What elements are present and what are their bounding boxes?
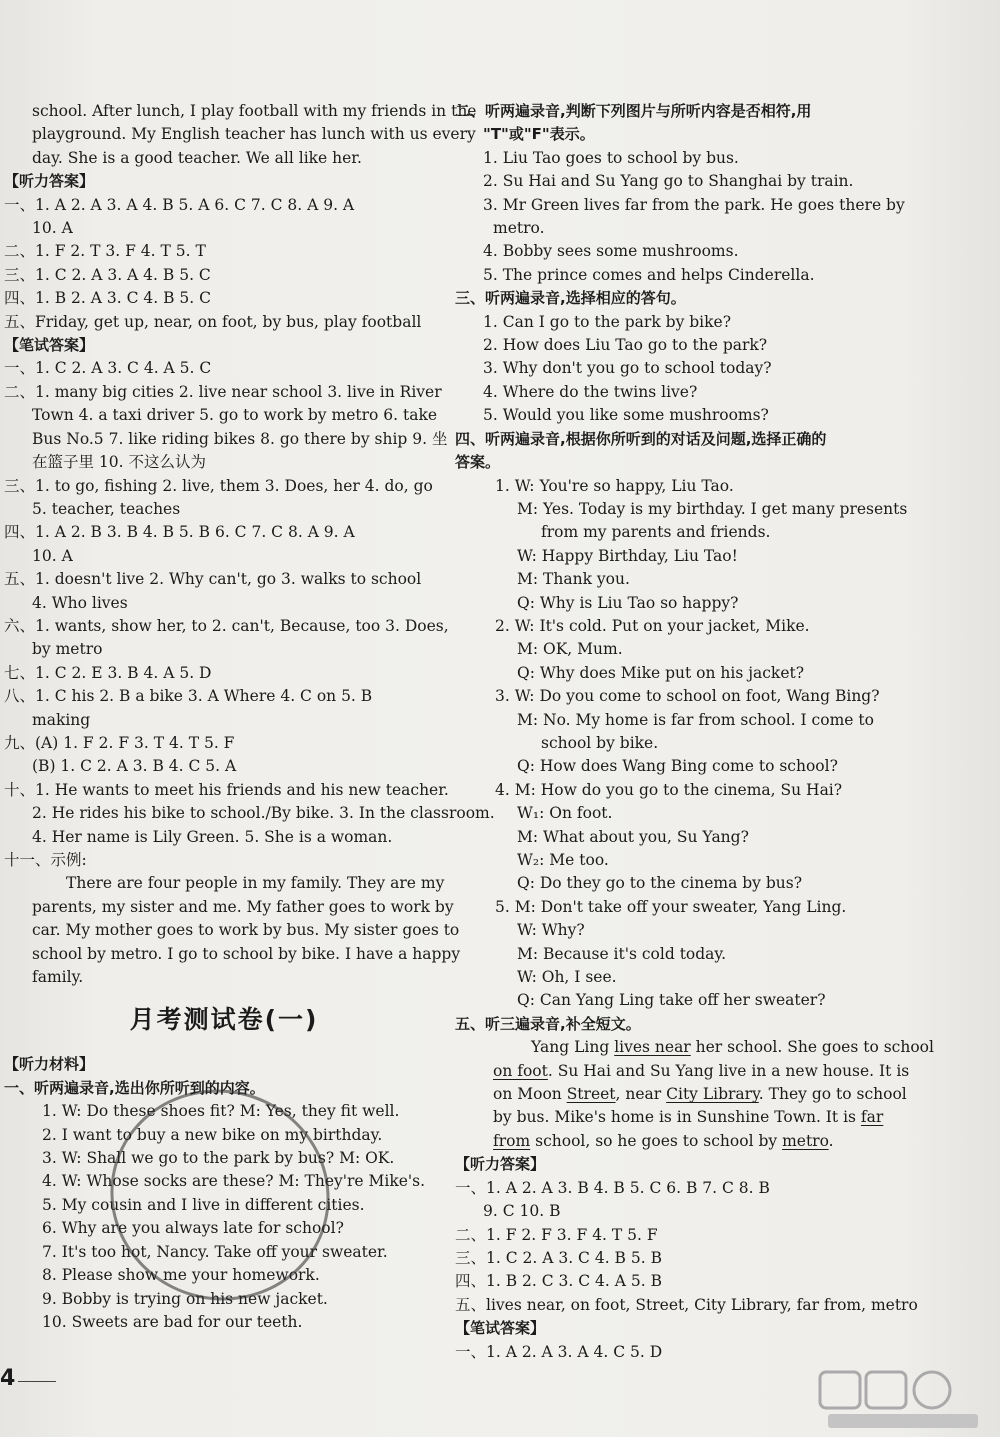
passage-line: school. After lunch, I play football with my friends in the — [32, 102, 477, 120]
answer-line: 八、1. C his 2. B a bike 3. A Where 4. C on 5. B — [4, 687, 373, 706]
answer-line: 一、1. C 2. A 3. C 4. A 5. C — [4, 359, 212, 378]
listening-material-heading: 【听力材料】 — [4, 1055, 95, 1074]
passage-line: Yang Ling lives near her school. She goes to school — [531, 1038, 934, 1057]
written-answers-heading: 【笔试答案】 — [4, 336, 95, 355]
essay-line: There are four people in my family. They are my — [66, 874, 445, 893]
filled-blank: on foot — [493, 1061, 548, 1080]
material-line: 1. Can I go to the park by bike? — [483, 312, 732, 331]
dialog-line: 2. W: It's cold. Put on your jacket, Mike. — [495, 616, 810, 635]
dialog-line: W₁: On foot. — [517, 804, 613, 823]
dialog-line: W₂: Me too. — [517, 851, 609, 869]
dialog-line: 5. M: Don't take off your sweater, Yang Ling. — [495, 897, 847, 916]
dialog-line: Q: How does Wang Bing come to school? — [517, 757, 838, 776]
section-heading: 二、听两遍录音,判断下列图片与所听内容是否相符,用 — [455, 102, 812, 120]
material-line: 10. Sweets are bad for our teeth. — [42, 1312, 303, 1331]
answer-line: 三、1. C 2. A 3. A 4. B 5. C — [4, 265, 211, 284]
dialog-line: W: Happy Birthday, Liu Tao! — [517, 546, 738, 565]
filled-blank: lives near — [614, 1038, 691, 1057]
listening-answers-heading: 【听力答案】 — [4, 172, 95, 191]
answer-line: Town 4. a taxi driver 5. go to work by metro 6. take — [32, 406, 438, 425]
material-line: metro. — [493, 219, 545, 238]
answer-line: 十、1. He wants to meet his friends and his new teacher. — [4, 780, 449, 799]
section-heading: "T"或"F"表示。 — [483, 125, 595, 144]
answer-line: 四、1. A 2. B 3. B 4. B 5. B 6. C 7. C 8. A 9. A — [4, 523, 355, 542]
answer-line: 五、1. doesn't live 2. Why can't, go 3. walks to school — [4, 570, 422, 589]
answer-line: 9. C 10. B — [483, 1202, 561, 1221]
dialog-line: M: Yes. Today is my birthday. I get many presents — [517, 499, 908, 518]
dialog-line: from my parents and friends. — [541, 523, 771, 542]
answer-line: (B) 1. C 2. A 3. B 4. C 5. A — [32, 757, 237, 776]
dialog-line: Q: Can Yang Ling take off her sweater? — [517, 991, 826, 1010]
answer-line: 一、1. A 2. A 3. A 4. B 5. A 6. C 7. C 8. A 9. A — [4, 195, 355, 214]
answer-line: 一、1. A 2. A 3. B 4. B 5. C 6. B 7. C 8. B — [455, 1178, 770, 1197]
material-line: 1. Liu Tao goes to school by bus. — [483, 148, 739, 167]
material-line: 2. How does Liu Tao go to the park? — [483, 336, 768, 355]
material-line: 3. Why don't you go to school today? — [483, 359, 772, 378]
right-column — [455, 100, 960, 1364]
answer-line: 十一、示例: — [4, 851, 87, 869]
filled-blank: from — [493, 1131, 531, 1150]
answer-line: 4. Her name is Lily Green. 5. She is a woman. — [32, 827, 393, 846]
answer-line: 10. A — [32, 546, 73, 565]
passage-line: on foot. Su Hai and Su Yang live in a new house. It is — [493, 1061, 910, 1080]
material-line: 3. W: Shall we go to the park by bus? M: OK. — [42, 1149, 395, 1168]
material-line: 5. Would you like some mushrooms? — [483, 406, 769, 425]
answer-line: by metro — [32, 640, 103, 659]
page-number-rule — [18, 1381, 56, 1382]
dialog-line: 3. W: Do you come to school on foot, Wang Bing? — [495, 687, 880, 706]
dialog-line: W: Why? — [517, 921, 585, 940]
material-line: 4. Where do the twins live? — [483, 382, 698, 401]
passage-line: by bus. Mike's home is in Sunshine Town. It is far — [493, 1108, 884, 1127]
material-line: 2. Su Hai and Su Yang go to Shanghai by train. — [483, 172, 854, 191]
section-heading: 一、听两遍录音,选出你所听到的内容。 — [4, 1078, 265, 1097]
answer-line: 五、Friday, get up, near, on foot, by bus, play football — [4, 312, 422, 331]
filled-blank: City Library — [666, 1085, 759, 1104]
answer-line: 三、1. to go, fishing 2. live, them 3. Does, her 4. do, go — [4, 476, 433, 495]
answer-line: 二、1. F 2. F 3. F 4. T 5. F — [455, 1225, 658, 1244]
answer-line: 六、1. wants, show her, to 2. can't, Because, too 3. Does, — [4, 616, 449, 635]
answer-line: 在篮子里 10. 不这么认为 — [32, 453, 207, 472]
essay-line: parents, my sister and me. My father goes to work by — [32, 897, 454, 916]
dialog-line: M: Thank you. — [517, 570, 630, 589]
dialog-line: M: Because it's cold today. — [517, 944, 727, 963]
answer-line: making — [32, 710, 91, 729]
essay-line: school by metro. I go to school by bike. I have a happy — [32, 944, 461, 963]
answer-line: 一、1. A 2. A 3. A 4. C 5. D — [455, 1342, 663, 1361]
answer-line: 10. A — [32, 219, 73, 238]
left-column — [4, 100, 495, 1334]
material-line: 1. W: Do these shoes fit? M: Yes, they fit well. — [42, 1102, 400, 1121]
dialog-line: Q: Do they go to the cinema by bus? — [517, 874, 803, 893]
dialog-line: 1. W: You're so happy, Liu Tao. — [495, 476, 734, 495]
answer-line: 二、1. F 2. T 3. F 4. T 5. T — [4, 242, 206, 261]
answer-line: 四、1. B 2. C 3. C 4. A 5. B — [455, 1272, 662, 1291]
answer-line: 5. teacher, teaches — [32, 499, 181, 518]
page-number: 4 — [0, 1366, 16, 1391]
answer-line: 三、1. C 2. A 3. C 4. B 5. B — [455, 1248, 662, 1267]
site-logo — [818, 1370, 993, 1432]
material-line: 2. I want to buy a new bike on my birthday. — [42, 1125, 383, 1144]
passage-line: from school, so he goes to school by metro. — [493, 1131, 834, 1150]
material-line: 5. The prince comes and helps Cinderella. — [483, 265, 815, 284]
passage-line: on Moon Street, near City Library. They go to school — [493, 1085, 907, 1104]
material-line: 8. Please show me your homework. — [42, 1266, 320, 1285]
dialog-line: M: OK, Mum. — [517, 640, 623, 659]
section-heading: 答案。 — [455, 453, 501, 472]
material-line: 4. W: Whose socks are these? M: They're Mike's. — [42, 1172, 426, 1191]
section-heading: 五、听三遍录音,补全短文。 — [455, 1014, 641, 1033]
dialog-line: M: What about you, Su Yang? — [517, 827, 749, 846]
answer-line: 五、lives near, on foot, Street, City Library, far from, metro — [455, 1295, 918, 1314]
material-line: 4. Bobby sees some mushrooms. — [483, 242, 739, 261]
answer-line: 四、1. B 2. A 3. C 4. B 5. C — [4, 289, 211, 308]
answer-line: 二、1. many big cities 2. live near school 3. live in River — [4, 382, 442, 401]
dialog-line: Q: Why is Liu Tao so happy? — [517, 593, 739, 612]
section-heading: 四、听两遍录音,根据你所听到的对话及问题,选择正确的 — [455, 429, 827, 448]
essay-line: car. My mother goes to work by bus. My sister goes to — [32, 921, 460, 940]
material-line: 9. Bobby is trying on his new jacket. — [42, 1289, 328, 1308]
test-title: 月考测试卷(一) — [129, 1005, 319, 1035]
section-heading: 三、听两遍录音,选择相应的答句。 — [455, 289, 686, 308]
material-line: 7. It's too hot, Nancy. Take off your sweater. — [42, 1242, 388, 1261]
written-answers-heading: 【笔试答案】 — [455, 1319, 546, 1338]
listening-answers-heading: 【听力答案】 — [455, 1155, 546, 1174]
filled-blank: far — [860, 1108, 884, 1127]
site-logo-mark-icon — [818, 1370, 993, 1432]
dialog-line: W: Oh, I see. — [517, 968, 617, 987]
answer-line: 2. He rides his bike to school./By bike. 3. In the classroom. — [32, 804, 495, 823]
dialog-line: Q: Why does Mike put on his jacket? — [517, 663, 805, 682]
answer-line: Bus No.5 7. like riding bikes 8. go there by ship 9. 坐 — [32, 429, 448, 448]
answer-line: 七、1. C 2. E 3. B 4. A 5. D — [4, 663, 212, 682]
dialog-line: school by bike. — [541, 733, 659, 752]
passage-line: playground. My English teacher has lunch with us every — [32, 125, 476, 144]
answer-line: 九、(A) 1. F 2. F 3. T 4. T 5. F — [4, 733, 235, 752]
dialog-line: M: No. My home is far from school. I come to — [517, 710, 874, 729]
filled-blank: metro — [782, 1131, 829, 1150]
material-line: 6. Why are you always late for school? — [42, 1219, 344, 1238]
passage-line: day. She is a good teacher. We all like her. — [32, 148, 362, 167]
essay-line: family. — [32, 968, 84, 987]
material-line: 3. Mr Green lives far from the park. He goes there by — [483, 195, 905, 214]
answer-line: 4. Who lives — [32, 593, 128, 612]
material-line: 5. My cousin and I live in different cities. — [42, 1195, 365, 1214]
filled-blank: Street — [566, 1085, 616, 1104]
dialog-line: 4. M: How do you go to the cinema, Su Hai? — [495, 780, 843, 799]
